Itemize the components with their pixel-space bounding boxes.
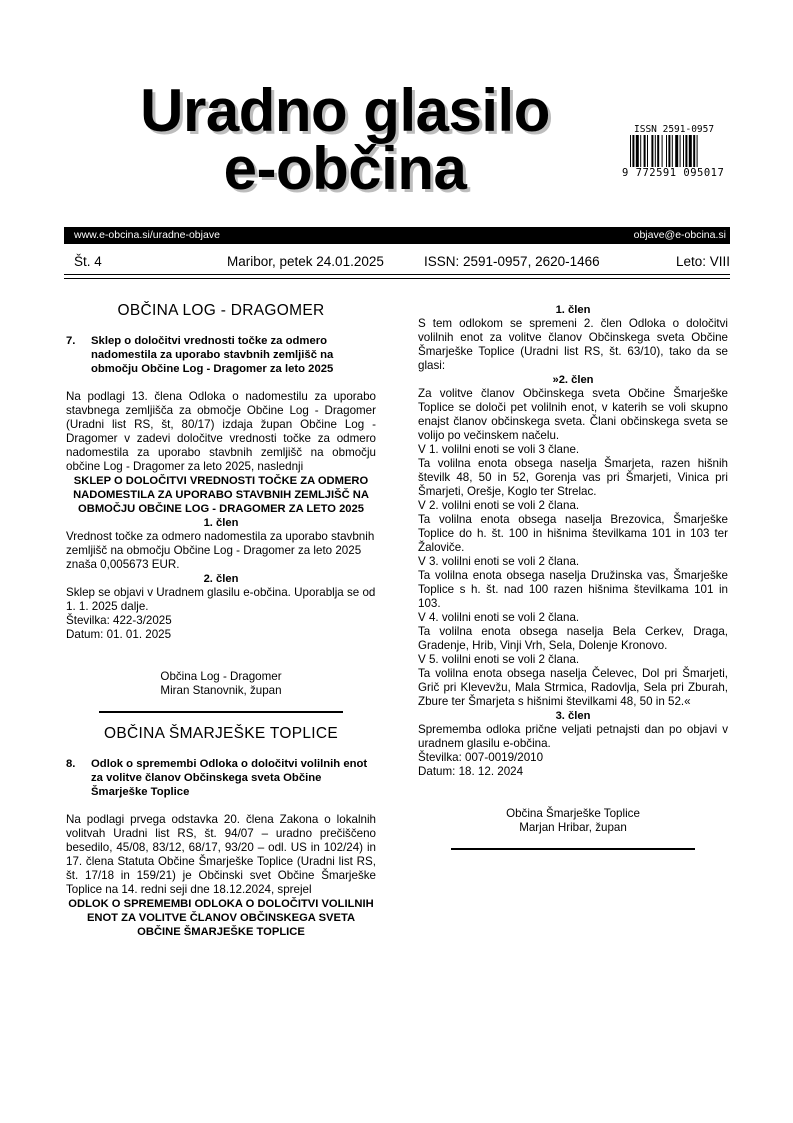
item-8-heading: ODLOK O SPREMEMBI ODLOKA O DOLOČITVI VOLILNIH ENOT ZA VOLITVE ČLANOV OBČINSKEGA SVETA OBČINE ŠMARJEŠKE TOPLICE	[68, 898, 374, 938]
contact-bar	[64, 227, 730, 244]
item-8-title	[66, 757, 376, 799]
email-link[interactable]: objave@e-obcina.si	[633, 229, 726, 241]
issue-number: Št. 4	[74, 254, 102, 269]
enota-5-head: V 5. volilni enoti se voli 2 člana.	[418, 653, 580, 666]
stevilka: Številka: 007-0019/2010	[418, 751, 544, 764]
enota-5-text: Ta volilna enota obsega naselja Čelevec, Dol pri Šmarjeti, Grič pri Klevevžu, Mala Strmica, Radovlja, Sela pri Zburah, Zbure ter Šmarjeta s hišnimi številkami 48, 50 in 52.«	[418, 667, 728, 708]
barcode-number: 9 772591 095017	[622, 167, 725, 179]
clen-2: »2. člen	[552, 374, 594, 386]
item-title: Sklep o določitvi vrednosti točke za odmero nadomestila za uporabo stavbnih zemljišč na območju Občine Log - Dragomer za leto 2025	[91, 335, 334, 375]
header-rule	[64, 274, 730, 275]
item-7-clen-2-text: Sklep se objavi v Uradnem glasilu e-občina. Uporablja se od 1. 1. 2025 dalje.	[66, 586, 376, 613]
issue-info	[64, 254, 730, 274]
enota-4-text: Ta volilna enota obsega naselja Bela Cerkev, Draga, Gradenje, Hrib, Vinji Vrh, Sela, Dolenje Kronovo.	[418, 625, 728, 652]
masthead-title-line1: Uradno glasilo	[140, 77, 550, 144]
issue-place-date: Maribor, petek 24.01.2025	[227, 254, 384, 269]
enota-1-text: Ta volilna enota obsega naselja Šmarjeta, razen hišnih številk 48, 50 in 52, Gorenja vas pri Šmarjeti, Vinica pri Šmarjeti, Orešje, Koglo ter Strelac.	[418, 457, 728, 498]
item-7-title	[66, 334, 376, 376]
item-number: 8.	[66, 758, 76, 770]
item-7-datum: Datum: 01. 01. 2025	[66, 628, 172, 641]
end-divider	[451, 848, 695, 850]
item-7-clen-2: 2. člen	[203, 573, 239, 585]
masthead-title	[110, 77, 580, 202]
right-column	[418, 294, 728, 850]
clen-1-text: S tem odlokom se spremeni 2. člen Odloka o določitvi volilnih enot za volitve članov Občinskega sveta Občine Šmarješke Toplice (Uradni list RS, št. 63/10), tako da se glasi:	[418, 317, 728, 372]
item-7-stevilka: Številka: 422-3/2025	[66, 614, 172, 627]
enota-2-head: V 2. volilni enoti se voli 2 člana.	[418, 499, 580, 512]
clen-1: 1. člen	[555, 304, 591, 316]
barcode-issn-label: ISSN 2591-0957	[634, 124, 715, 135]
signature-org: Občina Šmarješke Toplice	[506, 807, 640, 820]
issn-barcode	[622, 124, 730, 180]
enota-4-head: V 4. volilni enoti se voli 2 člana.	[418, 611, 580, 624]
item-7-signature-name: Miran Stanovnik, župan	[160, 684, 282, 697]
datum: Datum: 18. 12. 2024	[418, 765, 524, 778]
section-divider	[99, 711, 343, 713]
barcode-icon	[630, 135, 730, 167]
website-link[interactable]: www.e-obcina.si/uradne-objave	[74, 229, 220, 241]
item-8-intro: Na podlagi prvega odstavka 20. člena Zakona o lokalnih volitvah Uradni list RS, št. 94/07 – uradno prečiščeno besedilo, 45/08, 83/12, 68/17, 93/20 – odl. US in 102/24) in 17. člena Statuta Občine Šmarješke Toplice (Uradni list RS, št. 17/18 in 159/21) je Občinski svet Občine Šmarješke Toplice na 14. redni seji dne 18.12.2024, sprejel	[66, 813, 376, 896]
issue-issn: ISSN: 2591-0957, 2620-1466	[424, 254, 600, 269]
enota-3-head: V 3. volilni enoti se voli 2 člana.	[418, 555, 580, 568]
masthead-title-line2: e-občina	[223, 135, 467, 202]
item-7-clen-1: 1. člen	[203, 517, 239, 529]
signature-name: Marjan Hribar, župan	[519, 821, 627, 834]
item-title: Odlok o spremembi Odloka o določitvi volilnih enot za volitve članov Občinskega sveta Občine Šmarješke Toplice	[91, 758, 368, 798]
clen-3-text: Sprememba odloka prične veljati petnajsti dan po objavi v uradnem glasilu e-občina.	[418, 723, 728, 750]
org-heading-log-dragomer: OBČINA LOG - DRAGOMER	[117, 302, 325, 319]
org-heading-smarjeske-toplice: OBČINA ŠMARJEŠKE TOPLICE	[103, 725, 339, 742]
left-column	[66, 294, 376, 939]
issue-year: Leto: VIII	[675, 254, 730, 269]
enota-2-text: Ta volilna enota obsega naselja Brezovica, Šmarješke Toplice do h. št. 100 in hišnima številkama 101 in 103 ter Žaloviče.	[418, 513, 728, 554]
enota-1-head: V 1. volilni enoti se voli 3 člane.	[418, 443, 580, 456]
item-7-intro: Na podlagi 13. člena Odloka o nadomestilu za uporabo stavbnega zemljišča za območje Občine Log - Dragomer (Uradni list RS, št, 80/17) izdaja župan Občine Log - Dragomer v zadevi določitve vrednosti točke za odmero nadomestila za uporabo stavbnih zemljišč na območju občine Log - Dragomer za leto 2025, naslednji	[66, 390, 376, 473]
item-number: 7.	[66, 335, 76, 347]
item-7-signature-org: Občina Log - Dragomer	[160, 670, 282, 683]
item-7-heading: SKLEP O DOLOČITVI VREDNOSTI TOČKE ZA ODMERO NADOMESTILA ZA UPORABO STAVBNIH ZEMLJIŠČ NA OBMOČJU OBČINE LOG - DRAGOMER ZA LETO 2025	[73, 475, 369, 515]
clen-2-text: Za volitve članov Občinskega sveta Občine Šmarješke Toplice se določi pet volilnih enot, v katerih se voli skupno enajst članov občinskega sveta. Člani občinskega sveta se volijo po večinskem načelu.	[418, 387, 728, 442]
item-7-clen-1-text: Vrednost točke za odmero nadomestila za uporabo stavbnih zemljišč na območju Občine Log - Dragomer za leto 2025 znaša 0,005673 EUR.	[66, 530, 375, 571]
header-rule-thin	[64, 278, 730, 279]
enota-3-text: Ta volilna enota obsega naselja Družinska vas, Šmarješke Toplice s h. št. nad 100 razen hišnima številkama 101 in 103.	[418, 569, 728, 610]
clen-3: 3. člen	[555, 710, 591, 722]
